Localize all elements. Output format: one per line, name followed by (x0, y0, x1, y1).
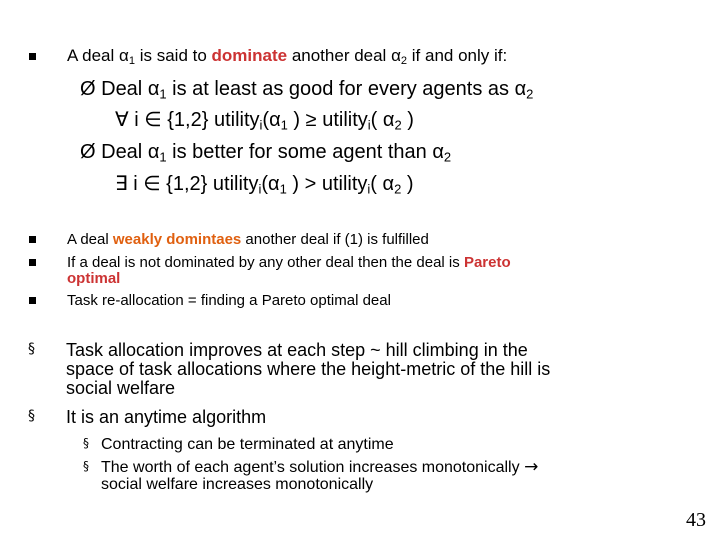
weakly-dominates-text: A deal weakly domintaes another deal if (1) is fulfilled (67, 231, 429, 248)
page-number: 43 (686, 509, 706, 531)
bullet-marker-icon: § (28, 408, 35, 424)
bullet-square-icon (29, 53, 36, 60)
anytime-text: It is an anytime algorithm (66, 407, 267, 427)
weakly-highlight: weakly domintaes (112, 231, 242, 248)
sub-bullet-marker-icon: § (83, 459, 89, 473)
definition-dominate: A deal $\alpha_1$ is said to dominate another deal $\alpha_2$ if and only if: (67, 46, 508, 67)
arrow-bullet-icon: Ø (80, 141, 96, 163)
bullet-square-icon (29, 259, 36, 266)
condition-one-formula: ∀ i ∈ {1,2} $utility_i(\alpha_1$ ) ≥ utility$_i$( $\alpha_2$ ) (115, 109, 414, 133)
pareto-text: If a deal is not dominated by any other deal then the deal is Pareto (67, 254, 511, 271)
condition-one: Ø Deal $\alpha_1$ is at least as good for every agents as $\alpha_2$ (80, 78, 534, 102)
bullet-square-icon (29, 297, 36, 304)
contracting-text: Contracting can be terminated at anytime (101, 436, 394, 453)
bullet-square-icon (29, 236, 36, 243)
arrow-bullet-icon: Ø (80, 78, 96, 100)
pareto-highlight: Pareto (463, 254, 511, 271)
dominate-highlight: dominate (211, 46, 288, 65)
task-allocation-text: Task allocation improves at each step ~ hill climbing in the space of task allocations where the height-metric of the hill is social welfare (66, 340, 551, 398)
sub-bullet-marker-icon: § (83, 436, 89, 450)
condition-two-formula: ∃ i ∈ {1,2} $utility_i(\alpha_1$ ) > utility$_i$( $\alpha_2$ ) (115, 173, 414, 197)
condition-two: Ø Deal $\alpha_1$ is better for some agent than $\alpha_2$ (80, 141, 452, 165)
pareto-optimal-highlight: optimal (67, 270, 121, 287)
reallocation-text: Task re-allocation = finding a Pareto optimal deal (67, 292, 391, 309)
bullet-marker-icon: § (28, 341, 35, 357)
implies-arrow-icon: → (524, 457, 539, 477)
monotonic-text: The worth of each agent’s solution increases monotonically → social welfare increases monotonically (101, 457, 539, 493)
